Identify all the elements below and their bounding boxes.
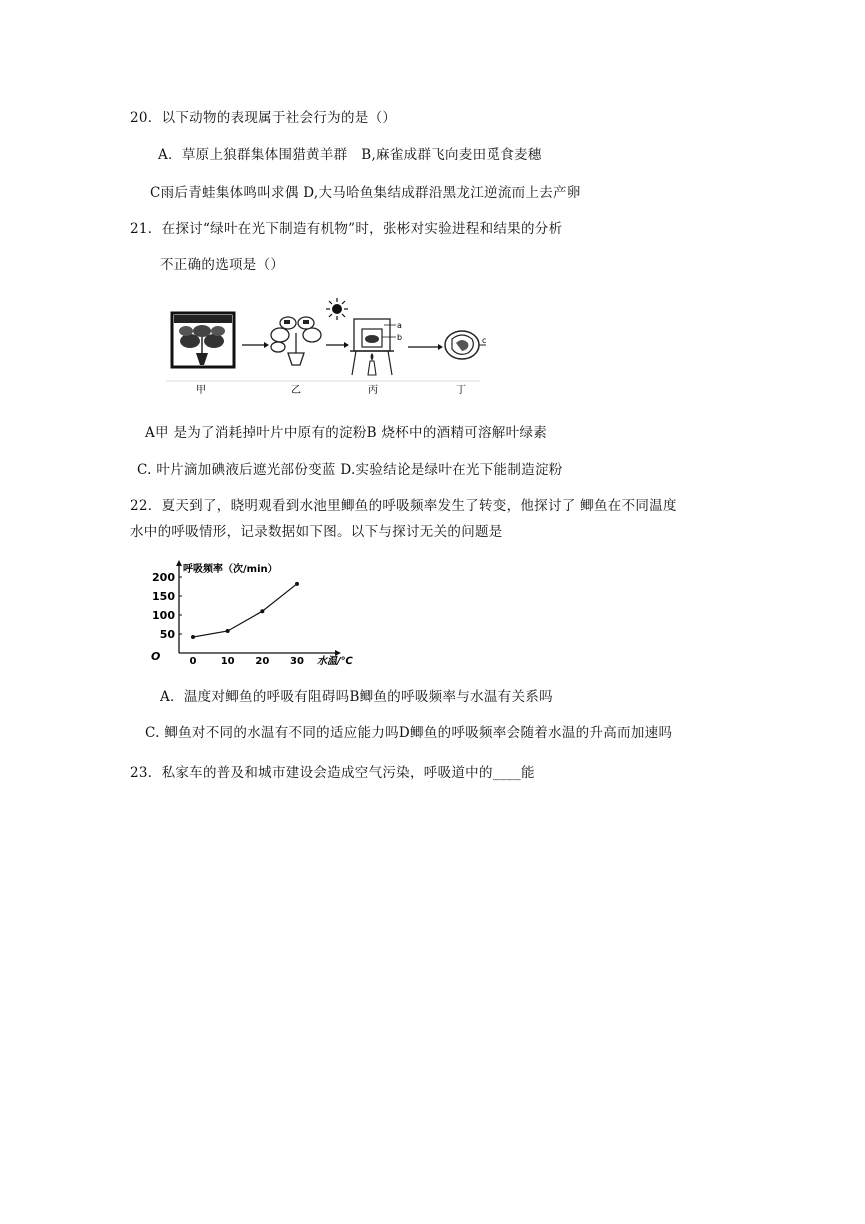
q20-options-ab: A．草原上狼群集体围猎黄羊群 B,麻雀成群飞向麦田觅食麦穗 <box>158 147 542 163</box>
y-tick-label: 100 <box>152 609 175 622</box>
x-tick-label: 0 <box>189 656 197 667</box>
label-a: a <box>397 321 402 330</box>
chart-xlabel: 水温/℃ <box>317 656 353 667</box>
q22-stem: 22．夏天到了，晓明观看到水池里鲫鱼的呼吸频率发生了转变，他探讨了 鲫鱼在不同温度 <box>130 498 677 514</box>
stage-bing-water-bath <box>350 319 402 375</box>
label-b: b <box>397 333 403 342</box>
chart-ylabel: 呼吸频率（次/min） <box>183 564 278 575</box>
data-point <box>191 635 195 639</box>
caption-jia: 甲 <box>196 385 206 396</box>
x-tick-label: 20 <box>255 656 270 667</box>
stage-yi-plant <box>271 317 321 365</box>
chart-origin-label: O <box>151 650 161 663</box>
q22-options-ab: A．温度对鲫鱼的呼吸有阻碍吗B鲫鱼的呼吸频率与水温有关系吗 <box>160 689 553 705</box>
y-tick-label: 200 <box>152 571 175 584</box>
label-c: c <box>482 336 487 345</box>
breathing-rate-chart <box>135 556 365 668</box>
q21-options-ab: A甲 是为了消耗掉叶片中原有的淀粉B 烧杯中的酒精可溶解叶绿素 <box>145 425 548 441</box>
q23-stem: 23．私家车的普及和城市建设会造成空气污染，呼吸道中的____能 <box>130 765 535 781</box>
q21-options-cd: C. 叶片滴加碘液后遮光部份变蓝 D.实验结论是绿叶在光下能制造淀粉 <box>137 462 563 478</box>
caption-bing: 丙 <box>368 385 378 396</box>
stage-jia-dark-box <box>172 313 234 367</box>
caption-ding: 丁 <box>456 385 466 396</box>
series-line <box>193 584 297 637</box>
caption-yi: 乙 <box>291 385 301 396</box>
x-tick-label: 10 <box>220 656 235 667</box>
y-axis-arrow <box>176 560 182 566</box>
q21-experiment-figure <box>160 295 490 400</box>
q21-stem-2: 不正确的选项是（） <box>160 257 285 273</box>
data-point <box>226 629 230 633</box>
y-tick-label: 150 <box>152 590 175 603</box>
data-point <box>295 582 299 586</box>
q20-stem: 20．以下动物的表现属于社会行为的是（） <box>130 110 397 126</box>
q22-options-cd: C. 鲫鱼对不同的水温有不同的适应能力吗D鲫鱼的呼吸频率会随着水温的升高而加速吗 <box>145 725 673 741</box>
x-tick-label: 30 <box>290 656 304 667</box>
q20-options-cd: C雨后青蛙集体鸣叫求偶 D,大马哈鱼集结成群沿黑龙江逆流而上去产卵 <box>150 185 581 201</box>
stage-ding-leaf <box>445 331 486 359</box>
sun-icon <box>326 298 348 320</box>
data-point <box>260 609 264 613</box>
q22-stem-2: 水中的呼吸情形，记录数据如下图。以下与探讨无关的问题是 <box>130 524 503 540</box>
y-tick-label: 50 <box>159 628 175 641</box>
q21-stem: 21．在探讨“绿叶在光下制造有机物”时，张彬对实验进程和结果的分析 <box>130 221 563 237</box>
